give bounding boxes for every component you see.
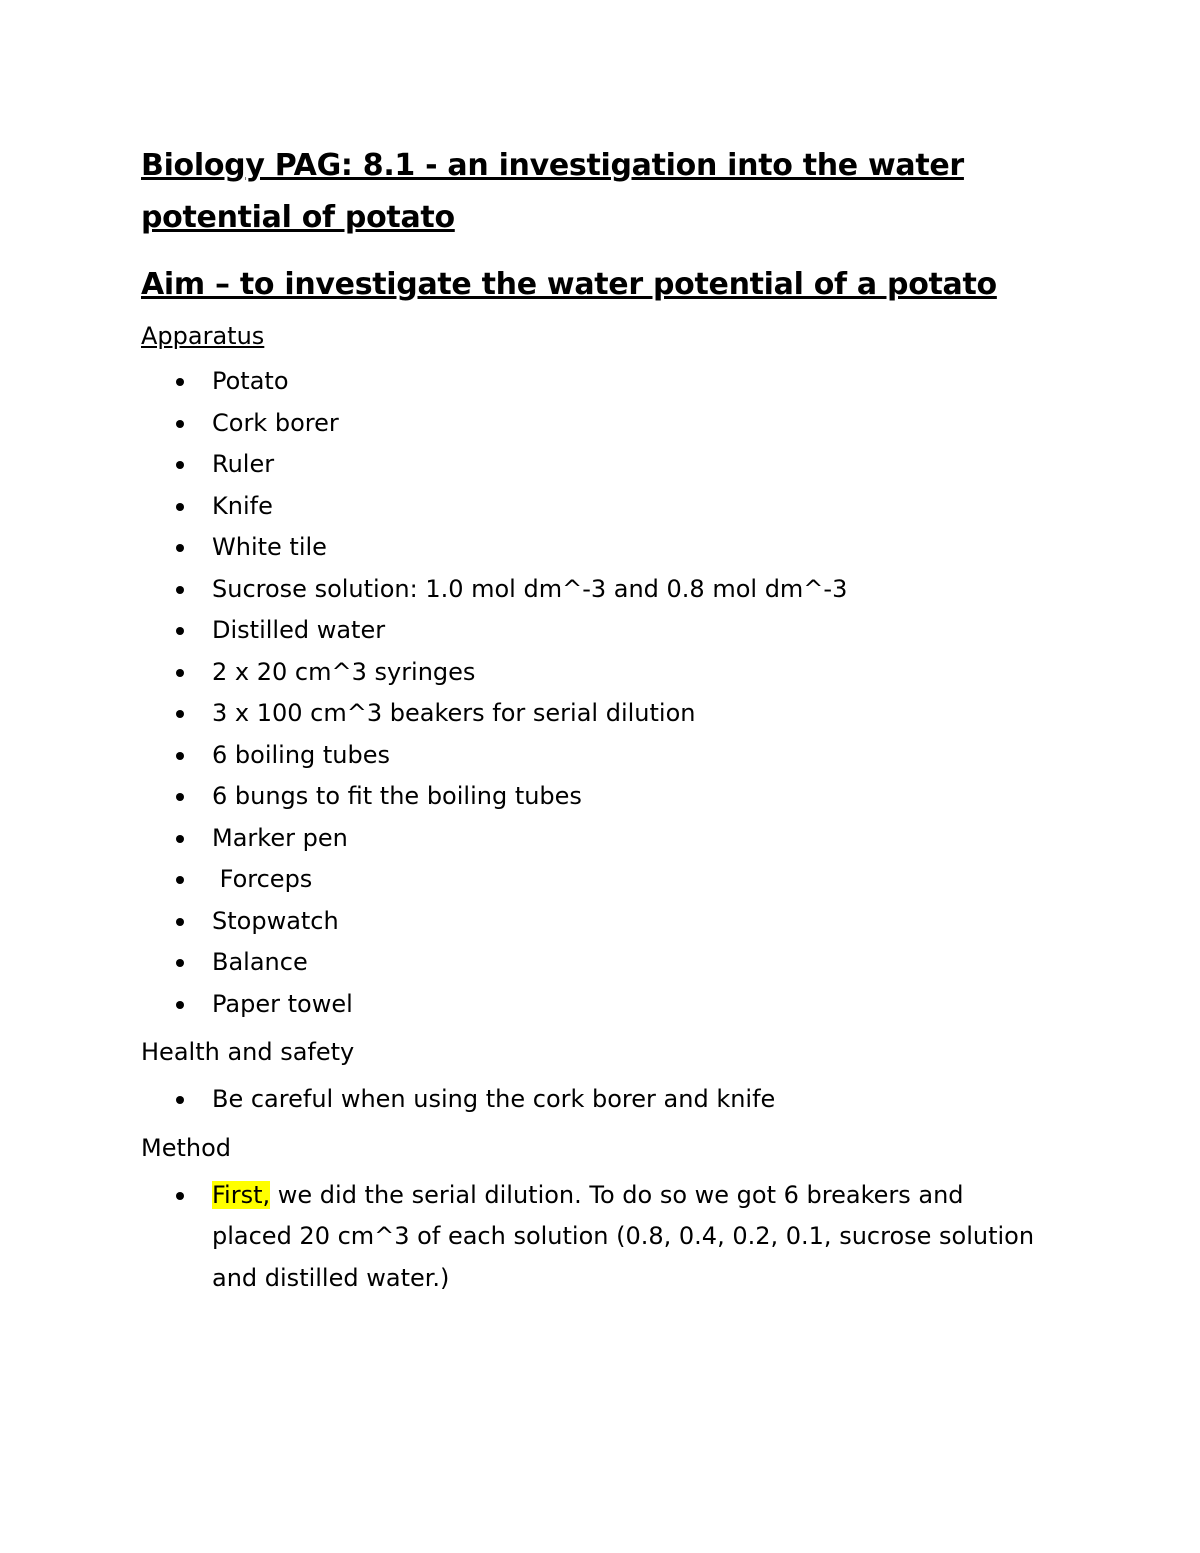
list-item: Sucrose solution: 1.0 mol dm^-3 and 0.8 mol dm^-3 — [212, 569, 1071, 611]
list-item: Ruler — [212, 444, 1071, 486]
list-item: 6 boiling tubes — [212, 735, 1071, 777]
method-list — [141, 1175, 1071, 1300]
document-title: Biology PAG: 8.1 - an investigation into the water potential of potato — [141, 148, 964, 235]
list-item: Stopwatch — [212, 901, 1071, 943]
list-item: 2 x 20 cm^3 syringes — [212, 652, 1071, 694]
method-text: we did the serial dilution. To do so we got 6 breakers and placed 20 cm^3 of each solution (0.8, 0.4, 0.2, 0.1, sucrose solution and distilled water.) — [212, 1180, 1035, 1292]
document-page — [141, 140, 1071, 1299]
list-item: 6 bungs to fit the boiling tubes — [212, 776, 1071, 818]
highlighted-text: First, — [212, 1180, 271, 1209]
list-item: Knife — [212, 486, 1071, 528]
apparatus-list — [141, 361, 1071, 1025]
apparatus-heading: Apparatus — [141, 322, 265, 350]
list-item: White tile — [212, 527, 1071, 569]
list-item: Cork borer — [212, 403, 1071, 445]
list-item: Marker pen — [212, 818, 1071, 860]
list-item: Distilled water — [212, 610, 1071, 652]
list-item: Paper towel — [212, 984, 1071, 1026]
list-item: Potato — [212, 361, 1071, 403]
list-item — [212, 1175, 1042, 1300]
health-safety-heading: Health and safety — [141, 1038, 355, 1066]
list-item: Forceps — [212, 859, 1071, 901]
list-item: Balance — [212, 942, 1071, 984]
method-heading: Method — [141, 1133, 232, 1162]
list-item: Be careful when using the cork borer and knife — [212, 1079, 1071, 1121]
list-item: 3 x 100 cm^3 beakers for serial dilution — [212, 693, 1071, 735]
aim-heading: Aim – to investigate the water potential of a potato — [141, 267, 997, 302]
health-safety-list — [141, 1079, 1071, 1121]
